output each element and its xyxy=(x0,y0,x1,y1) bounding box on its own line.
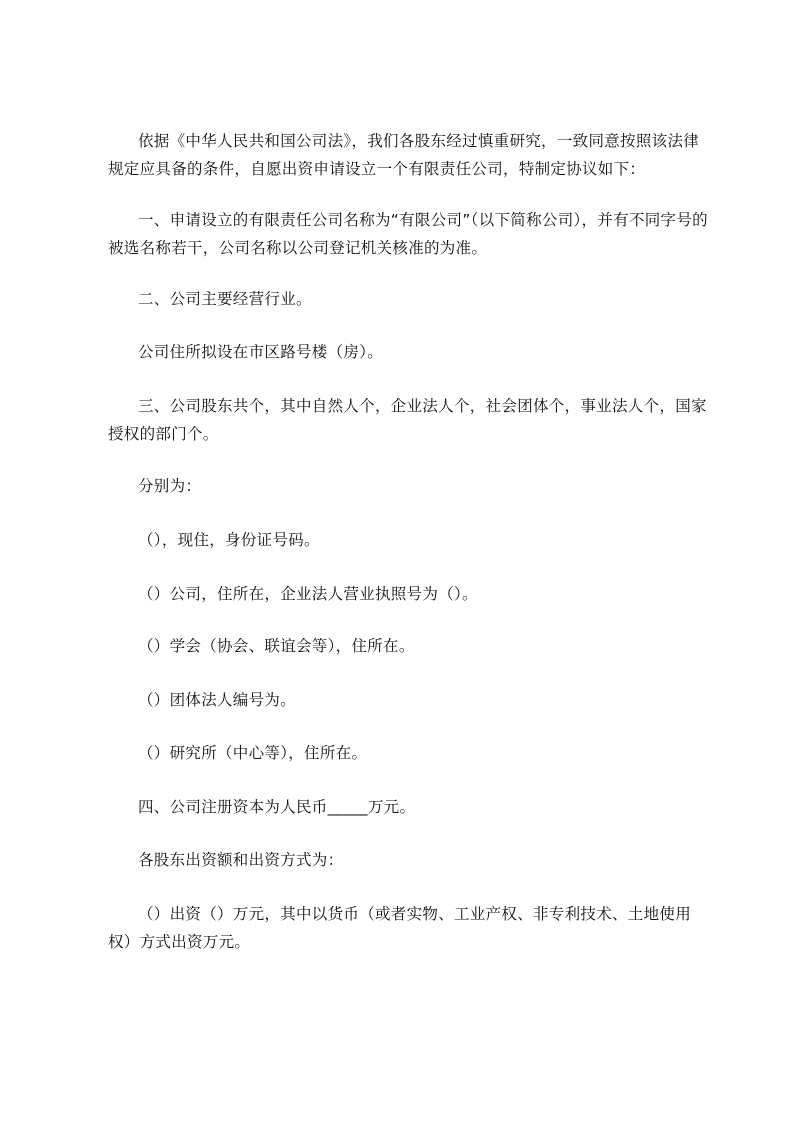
paragraph-society: （）学会（协会、联谊会等），住所在。 xyxy=(138,637,415,655)
paragraph-institute: （）研究所（中心等），住所在。 xyxy=(138,744,368,762)
paragraph-group: （）团体法人编号为。 xyxy=(138,691,297,709)
paragraph-article-2: 二、公司主要经营行业。 xyxy=(138,290,312,308)
paragraph-company: （）公司，住所在，企业法人营业执照号为（）。 xyxy=(138,585,478,603)
paragraph-listing-intro: 分别为： xyxy=(138,477,202,495)
paragraph-article-3: 三、公司股东共个，其中自然人个，企业法人个，社会团体个，事业法人个，国家授权的部门个。 xyxy=(108,397,707,443)
paragraph-address: 公司住所拟设在市区路号楼（房）。 xyxy=(138,343,384,361)
paragraph-contribution: （）出资（）万元，其中以货币（或者实物、工业产权、非专利技术、土地使用权）方式出资万元。 xyxy=(108,905,692,951)
paragraph-article-1: 一、申请设立的有限责任公司名称为“有限公司”（以下简称公司），并有不同字号的被选名称若干，公司名称以公司登记机关核准的为准。 xyxy=(108,211,708,257)
paragraph-natural-person: （），现住，身份证号码。 xyxy=(138,531,320,549)
paragraph-article-4: 四、公司注册资本为人民币_____万元。 xyxy=(138,798,416,816)
paragraph-preamble: 依据《中华人民共和国公司法》，我们各股东经过慎重研究，一致同意按照该法律规定应具备的条件，自愿出资申请设立一个有限责任公司，特制定协议如下： xyxy=(108,132,700,178)
paragraph-contribution-intro: 各股东出资额和出资方式为： xyxy=(138,851,344,869)
